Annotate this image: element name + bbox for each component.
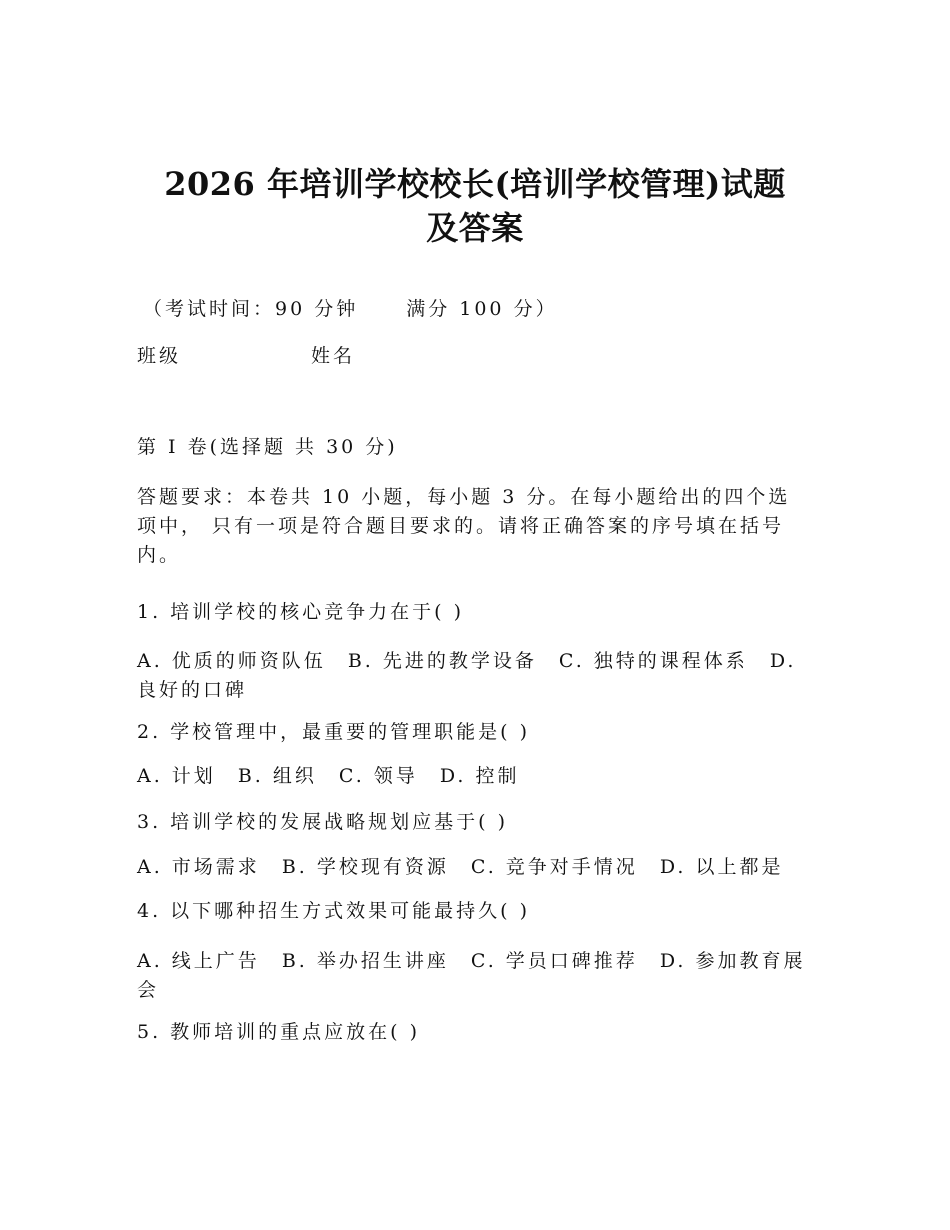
question-3-option-a: A. 市场需求 — [137, 856, 260, 878]
question-3-stem: 3. 培训学校的发展战略规划应基于( ) — [137, 811, 509, 833]
question-2-options — [137, 764, 519, 788]
student-info — [137, 344, 355, 368]
question-4-option-c: C. 学员口碑推荐 — [470, 950, 638, 972]
question-3-option-b: B. 学校现有资源 — [281, 856, 449, 878]
instructions: 答题要求：本卷共 10 小题，每小题 3 分。在每小题给出的四个选项中， 只有一项是符合题目要求的。请将正确答案的序号填在括号内。 — [137, 486, 791, 566]
question-2-option-d: D. 控制 — [439, 765, 520, 787]
question-2-option-a: A. 计划 — [137, 765, 216, 787]
section-title: 第 I 卷(选择题 共 30 分) — [137, 436, 398, 458]
title-line-2: 及答案 — [426, 209, 524, 247]
question-1-option-a: A. 优质的师资队伍 — [137, 650, 326, 672]
document-title — [100, 162, 850, 250]
question-2-stem: 2. 学校管理中，最重要的管理职能是( ) — [137, 721, 531, 743]
question-4-option-b: B. 举办招生讲座 — [281, 950, 449, 972]
question-3-option-c: C. 竞争对手情况 — [470, 856, 638, 878]
question-1-option-d: D. 良好的口碑 — [137, 650, 797, 701]
question-5-stem: 5. 教师培训的重点应放在( ) — [137, 1021, 421, 1043]
exam-score: 满分 100 分） — [406, 298, 558, 320]
question-2-option-b: B. 组织 — [237, 765, 317, 787]
class-label: 班级 — [137, 345, 182, 367]
question-2-option-c: C. 领导 — [338, 765, 418, 787]
question-4-stem: 4. 以下哪种招生方式效果可能最持久( ) — [137, 900, 531, 922]
question-1-option-b: B. 先进的教学设备 — [347, 650, 537, 672]
question-4-options — [137, 947, 807, 1005]
question-1-option-c: C. 独特的课程体系 — [558, 650, 748, 672]
question-4-option-d: D. 参加教育展会 — [137, 950, 806, 1001]
question-1-options — [137, 647, 807, 705]
question-1-stem: 1. 培训学校的核心竞争力在于( ) — [137, 601, 465, 623]
title-line-1: 2026 年培训学校校长(培训学校管理)试题 — [164, 165, 786, 203]
question-3-option-d: D. 以上都是 — [659, 856, 784, 878]
exam-time: （考试时间：90 分钟 — [143, 298, 359, 320]
question-3-options — [137, 855, 783, 879]
question-4-option-a: A. 线上广告 — [137, 950, 260, 972]
exam-info — [143, 297, 558, 321]
name-label: 姓名 — [311, 345, 356, 367]
